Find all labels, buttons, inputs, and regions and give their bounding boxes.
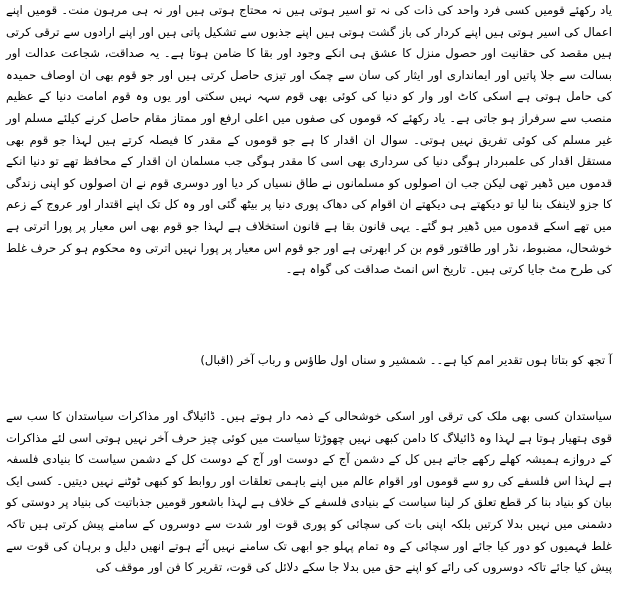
iqbal-verse: آ تجھ کو بتاتا ہوں تقدیر امم کیا ہے۔۔ شمشیر و سناں اول طاؤس و رباب آخر (اقبال) — [200, 353, 612, 367]
paragraph-nations: یاد رکھئے قومیں کسی فرد واحد کی ذات کی نہ تو اسیر ہوتی ہیں نہ محتاج ہوتی ہیں اور نہ ہی مرہون منت۔ قومیں اپنے اعمال کی اسیر ہوتی ہیں اپنے کردار کی باز گشت ہوتی ہیں اپنے جذبوں سے تشکیل پاتی ہیں اور اپنے ارادوں سے ترقی کرتی ہیں مقصد کی حقانیت اور حصول منزل کا عشق ہی انکے وجود اور بقا کا ضامن ہوتا ہے۔ یہ صداقت، شجاعت عدالت اور بسالت سے جلا پاتیں اور ایمانداری اور ایثار کی سان سے چمک اور تیزی حاصل کرتی ہیں اور جو قوم بھی ان اوصاف حمیدہ کی حامل ہوتی ہے اسکی کاٹ اور وار کو دنیا کی کوئی بھی قوم سہہ نہیں سکتی اور یوں وہ قوم امامت دنیا کے عظیم منصب سے سرفراز ہو جاتی ہے۔ یاد رکھئے کہ قوموں کی صفوں میں اعلی ارفع اور ممتاز مقام حاصل کرنے کیلئے مسلم اور غیر مسلم کی کوئی تفریق نہیں ہوتی۔ سوال ان اقدار کا ہے جو قوموں کے مقدر کا فیصلہ کرتے ہیں لہذا جو قوم بھی مستقل اقدار کی علمبردار ہوگی دنیا کی سرداری بھی اسی کا مقدر ہوگی جب مسلمان ان اقدار کے محافظ تھے تو دنیا انکے قدموں میں ڈھیر تھی لیکن جب ان اصولوں کو مسلمانوں نے طاق نسیاں کر دیا اور دوسری قوم نے ان اصولوں کو اپنی زندگی کا جزو لاینفک بنا لیا تو دیکھتے ہی دیکھتے ان اقوام کی دھاک پوری دنیا پر بیٹھ گئی اور وہ کل تک اپنے اقتدار اور عروج کے زعم میں تھے اسکے قدموں میں ڈھیر ہو گئے۔ یہی قانون بقا ہے قانون استخلاف ہے لہذا جو قوم بھی اس معیار پر پورا اترتی ہے خوشحال، مضبوط، نڈر اور طاقتور قوم بن کر ابھرتی ہے اور جو قوم اس معیار پر پورا نہیں اترتی وہ محکوم ہو کر حرف غلط کی طرح مٹ جایا کرتی ہیں۔ تاریخ اس انمٹ صداقت کی گواہ ہے۔ — [6, 3, 612, 277]
paragraph-politicians: سیاستدان کسی بھی ملک کی ترقی اور اسکی خوشحالی کے ذمہ دار ہوتے ہیں۔ ڈائیلاگ اور مذاکرات سیاستدان کا سب سے قوی ہتھیار ہوتا ہے لہذا وہ ڈائیلاگ کا دامن کبھی نہیں چھوڑتا سیاست میں کوئی چیز حرف آخر نہیں ہوتی اسی لئے مذاکرات کے دروازے ہمیشہ کھلے رکھے جاتے ہیں کل کے دشمن آج کے دوست اور آج کے دوست کل کے دشمن سیاست کا بنیادی فلسفہ ہے لہذا اس فلسفے کی رو سے قوموں اور اقوام عالم میں اپنے باہمی تعلقات اور روابط کو کبھی ٹوٹنے نہیں دیتیں۔ کسی ایک بیان کو بنیاد بنا کر قطع تعلق کر لینا سیاست کے بنیادی فلسفے کے خلاف ہے لہذا باشعور قومیں جذباتیت کی بنیاد پر دوستی کو دشمنی میں نہیں بدلا کرتیں بلکہ اپنی بات کی سچائی کو پوری قوت اور شدت سے دوسروں کے سامنے پیش کرتی ہیں تاکہ غلط فہمیوں کو دور کیا جائے اور سچائی کے وہ تمام پہلو جو ابھی تک سامنے نہیں آئے ہوتے انھیں دلیل و برہان کی قوت سے پیش کیا جائے تاکہ دوسروں کی رائے کو اپنے حق میں بدلا جا سکے دلائل کی قوت، تقریر کا فن اور موقف کی — [6, 409, 612, 575]
